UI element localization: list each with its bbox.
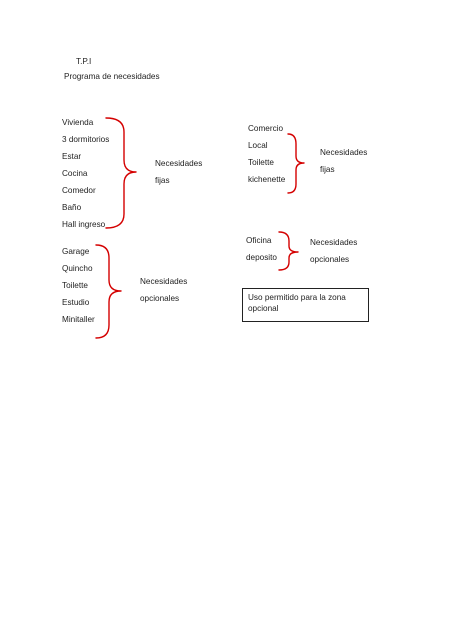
doc-subtitle: Programa de necesidades (64, 72, 160, 81)
group-label: Necesidades (310, 238, 358, 247)
list-item: Comercio (248, 124, 284, 133)
list-item: Oficina (246, 236, 272, 245)
list-item: Estudio (62, 298, 90, 307)
list-item: Garage (62, 247, 90, 256)
list-item: Minitaller (62, 315, 95, 324)
group-label: opcionales (310, 255, 350, 264)
list-item: Toilette (248, 158, 274, 167)
list-item: Comedor (62, 186, 96, 195)
group-label: opcionales (140, 294, 180, 303)
list-item: kichenette (248, 175, 286, 184)
list-item: Cocina (62, 169, 88, 178)
group-label: Necesidades (320, 148, 368, 157)
doc-title: T.P.I (76, 57, 92, 66)
list-item: Local (248, 141, 268, 150)
list-item: deposito (246, 253, 277, 262)
group-label: fijas (320, 165, 335, 174)
list-item: Baño (62, 203, 82, 212)
note-line: opcional (248, 304, 279, 313)
list-item: 3 dormitorios (62, 135, 110, 144)
group-label: Necesidades (155, 159, 203, 168)
list-item: Vivienda (62, 118, 94, 127)
note-box (242, 288, 369, 322)
list-item: Hall ingreso (62, 220, 106, 229)
list-item: Toilette (62, 281, 88, 290)
list-item: Quincho (62, 264, 93, 273)
note-line: Uso permitido para la zona (248, 293, 346, 302)
group-label: fijas (155, 176, 170, 185)
group-label: Necesidades (140, 277, 188, 286)
list-item: Estar (62, 152, 82, 161)
